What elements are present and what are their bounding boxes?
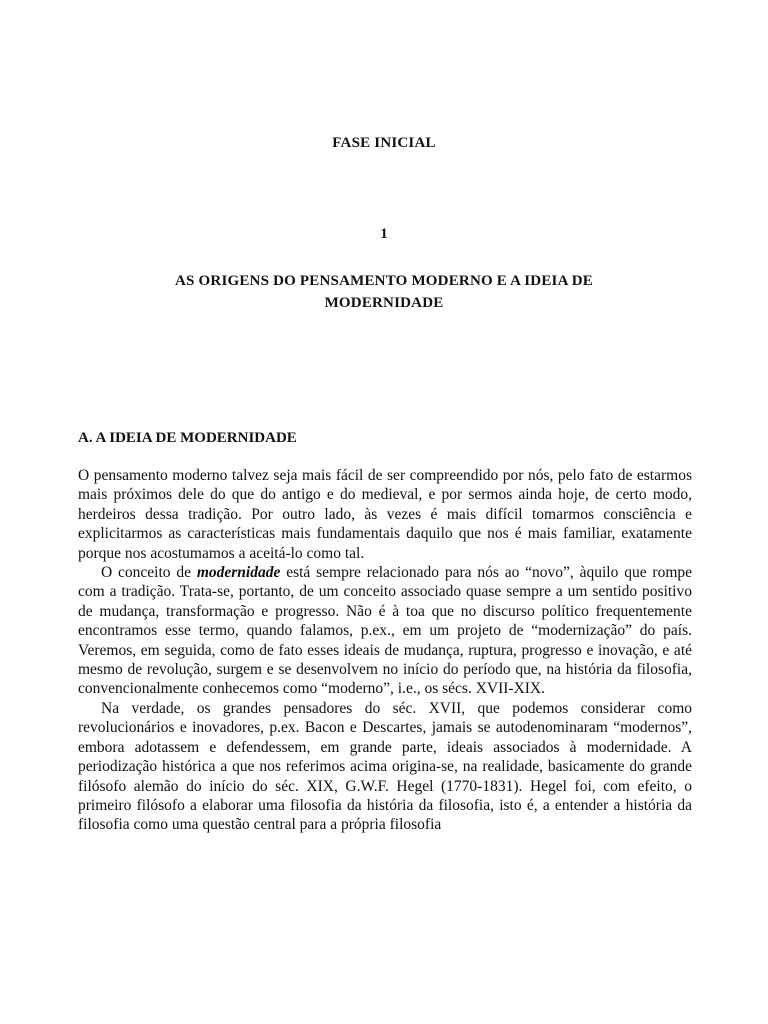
paragraph-1: O pensamento moderno talvez seja mais fácil de ser compreendido por nós, pelo fato de estarmos mais próximos dele do que do antigo e do medieval, e por sermos ainda hoje, de certo modo, herdeiros dessa tradição. Por outro lado, às vezes é mais difícil tomarmos consciência e explicitarmos as características mais fundamentais daquilo que nos é mais familiar, exatamente porque nos acostumamos a aceitá-lo como tal. <box>78 467 692 562</box>
chapter-title-line-1: AS ORIGENS DO PENSAMENTO MODERNO E A IDEIA DE <box>175 273 593 289</box>
body-text <box>78 466 692 835</box>
chapter-title-line-2: MODERNIDADE <box>324 295 444 311</box>
paragraph-2 <box>78 563 692 699</box>
chapter-title <box>100 270 668 314</box>
paragraph-2-rest: está sempre relacionado para nós ao “novo”, àquilo que rompe com a tradição. Trata-se, portanto, de um conceito associado quase sempre a um sentido positivo de mudança, transformação e progresso. Não é à toa que no discurso político frequentemente encontramos esse termo, quando falamos, p.ex., em um projeto de “modernização” do país. Veremos, em seguida, como de fato esses ideais de mudança, ruptura, progresso e inovação, e até mesmo de revolução, surgem e se desenvolvem no início do período que, na história da filosofia, convencionalmente conhecemos como “moderno”, i.e., os sécs. XVII-XIX. <box>78 564 693 698</box>
chapter-number: 1 <box>380 226 388 242</box>
paragraph-3: Na verdade, os grandes pensadores do séc. XVII, que podemos considerar como revolucionários e inovadores, p.ex. Bacon e Descartes, jamais se autodenominaram “modernos”, embora adotassem e defendessem, em grande parte, ideais associados à modernidade. A periodização histórica a que nos referimos acima origina-se, na realidade, basicamente do grande filósofo alemão do início do séc. XIX, G.W.F. Hegel (1770-1831). Hegel foi, com efeito, o primeiro filósofo a elaborar uma filosofia da história da filosofia, isto é, a entender a história da filosofia como uma questão central para a própria filosofia <box>78 699 692 834</box>
section-heading: A. A IDEIA DE MODERNIDADE <box>78 430 297 446</box>
part-title: FASE INICIAL <box>332 135 436 151</box>
emphasized-term: modernidade <box>196 564 281 582</box>
paragraph-2-start: O conceito de <box>101 564 197 582</box>
